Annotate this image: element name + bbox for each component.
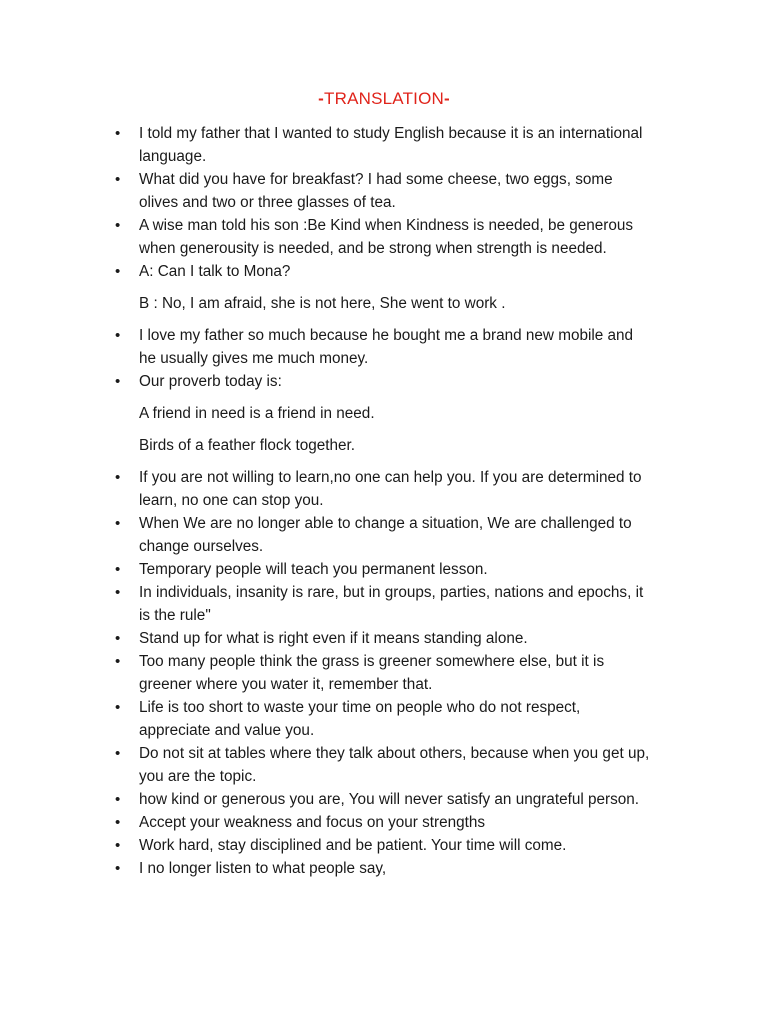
list-item [114, 512, 654, 558]
list-item-text: If you are not willing to learn,no one can help you. If you are determined to learn, no one can stop you. [139, 469, 642, 509]
list-item-text: Work hard, stay disciplined and be patient. Your time will come. [139, 837, 567, 854]
list-item-text: I love my father so much because he bought me a brand new mobile and he usually gives me much money. [139, 327, 634, 367]
list-item-text: A: Can I talk to Mona? [139, 263, 291, 280]
list-item [114, 627, 654, 650]
list-item-text: What did you have for breakfast? I had some cheese, two eggs, some olives and two or three glasses of tea. [139, 171, 613, 211]
bullet-icon: • [115, 630, 121, 647]
bullet-icon: • [115, 373, 121, 390]
list-item-text: Our proverb today is: [139, 373, 282, 390]
proverb-line: A friend in need is a friend in need. [139, 405, 375, 422]
bullet-icon: • [115, 171, 121, 188]
list-item [114, 122, 654, 168]
bullet-icon: • [115, 860, 121, 877]
list-item [114, 696, 654, 742]
spacer [114, 393, 654, 402]
title-prefix: - [318, 89, 325, 108]
bullet-icon: • [115, 125, 121, 142]
page-title [0, 88, 768, 110]
list-item [114, 742, 654, 788]
list-item-text: When We are no longer able to change a situation, We are challenged to change ourselves. [139, 515, 632, 555]
bullet-icon: • [115, 584, 121, 601]
bullet-icon: • [115, 814, 121, 831]
list-item-text: Accept your weakness and focus on your strengths [139, 814, 486, 831]
spacer [114, 457, 654, 466]
list-item [114, 466, 654, 512]
list-item-text: A wise man told his son :Be Kind when Kindness is needed, be generous when generousity is needed, and be strong when strength is needed. [139, 217, 634, 257]
spacer [114, 425, 654, 434]
list-item [114, 324, 654, 370]
bullet-icon: • [115, 327, 121, 344]
list-item-text: Stand up for what is right even if it means standing alone. [139, 630, 528, 647]
translation-list [114, 122, 654, 880]
list-item-text: In individuals, insanity is rare, but in groups, parties, nations and epochs, it is the rule" [139, 584, 644, 624]
bullet-icon: • [115, 699, 121, 716]
spacer [114, 315, 654, 324]
list-item [114, 214, 654, 260]
proverb-line: Birds of a feather flock together. [139, 437, 355, 454]
list-item-text: how kind or generous you are, You will never satisfy an ungrateful person. [139, 791, 640, 808]
bullet-icon: • [115, 515, 121, 532]
list-item [114, 581, 654, 627]
list-item-text: Too many people think the grass is greener somewhere else, but it is greener where you water it, remember that. [139, 653, 605, 693]
bullet-icon: • [115, 469, 121, 486]
list-item [114, 788, 654, 811]
title-text: TRANSLATION [324, 89, 444, 108]
list-item [114, 260, 654, 283]
list-item-text: Do not sit at tables where they talk about others, because when you get up, you are the topic. [139, 745, 650, 785]
list-item-text: Life is too short to waste your time on people who do not respect, appreciate and value you. [139, 699, 581, 739]
bullet-icon: • [115, 653, 121, 670]
bullet-icon: • [115, 561, 121, 578]
bullet-icon: • [115, 791, 121, 808]
list-item [114, 558, 654, 581]
list-item-text: Temporary people will teach you permanent lesson. [139, 561, 488, 578]
list-item-text: I no longer listen to what people say, [139, 860, 387, 877]
title-suffix: - [443, 89, 450, 108]
bullet-icon: • [115, 217, 121, 234]
dialogue-line: B : No, I am afraid, she is not here, She went to work . [139, 295, 506, 312]
bullet-icon: • [115, 837, 121, 854]
list-item [114, 834, 654, 857]
list-item [114, 370, 654, 393]
list-item [114, 857, 654, 880]
bullet-icon: • [115, 263, 121, 280]
spacer [114, 283, 654, 292]
bullet-icon: • [115, 745, 121, 762]
list-item [114, 168, 654, 214]
list-item [114, 811, 654, 834]
list-item-text: I told my father that I wanted to study English because it is an international language. [139, 125, 643, 165]
list-item [114, 650, 654, 696]
